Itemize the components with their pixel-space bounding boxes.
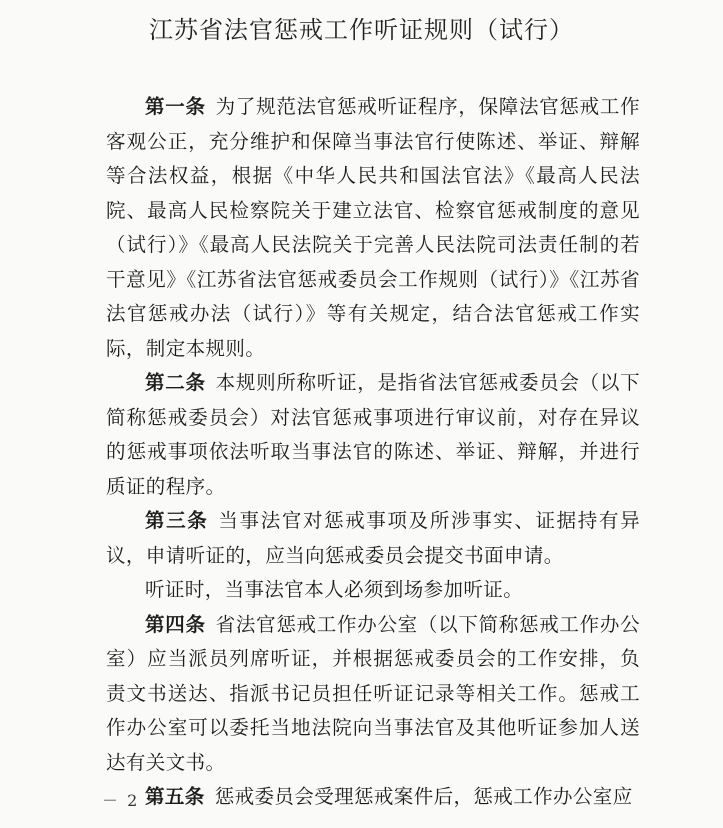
article-3-subparagraph — [106, 573, 640, 608]
article-1-text: 为了规范法官惩戒听证程序，保障法官惩戒工作客观公正，充分维护和保障当事法官行使陈述、举证、辩解等合法权益，根据《中华人民共和国法官法》《最高人民法院、最高人民检察院关于建立法官、检察官惩戒制度的意见（试行）》《最高人民法院关于完善人民法院司法责任制的若干意见》《江苏省法官惩戒委员会工作规则（试行）》《江苏省法官惩戒办法（试行）》等有关规定，结合法官惩戒工作实际，制定本规则。 — [106, 95, 640, 360]
article-4-heading: 第四条 — [145, 612, 206, 636]
article-1-heading: 第一条 — [145, 95, 206, 118]
document-body — [106, 90, 640, 815]
article-2-paragraph — [106, 366, 640, 504]
article-5-text: 惩戒委员会受理惩戒案件后，惩戒工作办公室应 — [214, 785, 633, 808]
document-title: 江苏省法官惩戒工作听证规则（试行） — [149, 16, 574, 44]
article-3-subtext: 听证时，当事法官本人必须到场参加听证。 — [145, 578, 524, 601]
article-5-heading: 第五条 — [145, 785, 205, 808]
page-number: － 2 － — [102, 791, 165, 810]
article-2-text: 本规则所称听证，是指省法官惩戒委员会（以下简称惩戒委员会）对法官惩戒事项进行审议前，对存在异议的惩戒事项依法听取当事法官的陈述、举证、辩解，并进行质证的程序。 — [106, 371, 640, 498]
article-3-paragraph — [106, 504, 640, 573]
article-3-text: 当事法官对惩戒事项及所涉事实、证据持有异议，申请听证的，应当向惩戒委员会提交书面申请。 — [106, 509, 640, 567]
article-1-paragraph — [106, 90, 640, 366]
article-2-heading: 第二条 — [145, 371, 206, 394]
article-4-text: 省法官惩戒工作办公室（以下简称惩戒工作办公室）应当派员列席听证，并根据惩戒委员会的工作安排，负责文书送达、指派书记员担任听证记录等相关工作。惩戒工作办公室可以委托当地法院向当事法官及其他听证参加人送达有关文书。 — [106, 612, 640, 774]
article-3-heading: 第三条 — [145, 509, 209, 532]
article-5-paragraph — [106, 780, 640, 815]
article-4-paragraph — [106, 608, 640, 781]
